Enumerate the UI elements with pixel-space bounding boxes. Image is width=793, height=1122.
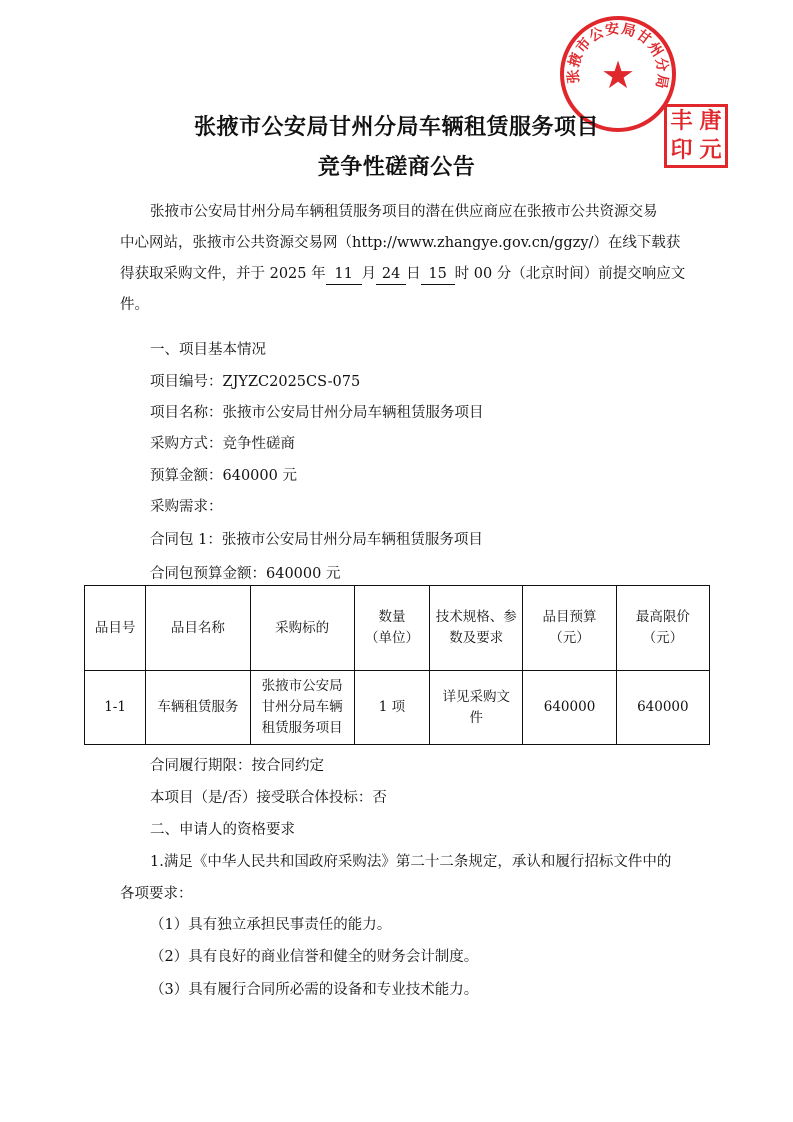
contract-package: 合同包 1：张掖市公安局甘州分局车辆租赁服务项目 bbox=[150, 532, 483, 548]
table-header-row bbox=[85, 586, 710, 671]
intro-line4: 件。 bbox=[120, 297, 149, 313]
cell-item-name: 车辆租赁服务 bbox=[146, 671, 250, 745]
th-item-no: 品目号 bbox=[85, 586, 146, 671]
consortium-bid: 本项目（是/否）接受联合体投标：否 bbox=[150, 790, 387, 806]
cell-target: 张掖市公安局 甘州分局车辆 租赁服务项目 bbox=[250, 671, 354, 745]
project-name: 项目名称：张掖市公安局甘州分局车辆租赁服务项目 bbox=[150, 405, 484, 421]
intro-line3-d: 时 00 分（北京时间）前提交响应文 bbox=[454, 266, 686, 282]
th-quantity: 数量 （单位） bbox=[354, 586, 429, 671]
cell-spec: 详见采购文 件 bbox=[430, 671, 523, 745]
doc-title-line1: 张掖市公安局甘州分局车辆租赁服务项目 bbox=[193, 115, 599, 140]
requirement1-line1: 1.满足《中华人民共和国政府采购法》第二十二条规定，承认和履行招标文件中的 bbox=[150, 854, 672, 870]
requirement1-line2: 各项要求： bbox=[120, 886, 193, 902]
th-spec: 技术规格、参 数及要求 bbox=[430, 586, 523, 671]
cell-item-no: 1-1 bbox=[85, 671, 146, 745]
section2-heading: 二、申请人的资格要求 bbox=[150, 822, 295, 838]
intro-line3-a: 得获取采购文件，并于 2025 年 bbox=[120, 266, 326, 282]
seal-text: 张掖市公安局甘州分局 bbox=[565, 20, 671, 91]
intro-line3-c: 日 bbox=[406, 266, 421, 282]
procurement-needs: 采购需求： bbox=[150, 499, 223, 515]
stamp-char: 元 bbox=[699, 138, 722, 163]
day-value: 24 bbox=[376, 264, 406, 285]
cell-quantity: 1 项 bbox=[354, 671, 429, 745]
stamp-char: 唐 bbox=[699, 109, 722, 134]
stamp-char: 印 bbox=[670, 138, 693, 163]
hour-value: 15 bbox=[421, 264, 455, 285]
intro-line2: 中心网站，张掖市公共资源交易网（http://www.zhangye.gov.cn/ggzy/）在线下载获 bbox=[120, 235, 681, 251]
doc-title-line2: 竞争性磋商公告 bbox=[317, 155, 476, 180]
th-target: 采购标的 bbox=[250, 586, 354, 671]
requirement-item-1: （1）具有独立承担民事责任的能力。 bbox=[150, 917, 392, 933]
seal-star-icon: ★ bbox=[600, 53, 636, 97]
package-table bbox=[84, 585, 710, 745]
cell-item-budget: 640000 bbox=[523, 671, 616, 745]
table-row bbox=[85, 671, 710, 745]
intro-line3-b: 月 bbox=[361, 266, 377, 282]
contract-term: 合同履行期限：按合同约定 bbox=[150, 758, 324, 774]
th-max-price: 最高限价 （元） bbox=[616, 586, 709, 671]
intro-line1: 张掖市公安局甘州分局车辆租赁服务项目的潜在供应商应在张掖市公共资源交易 bbox=[150, 204, 658, 220]
cell-max-price: 640000 bbox=[616, 671, 709, 745]
requirement-item-3: （3）具有履行合同所必需的设备和专业技术能力。 bbox=[150, 982, 479, 998]
package-budget: 合同包预算金额：640000 元 bbox=[150, 566, 341, 582]
month-value: 11 bbox=[326, 264, 362, 285]
budget-amount: 预算金额：640000 元 bbox=[150, 468, 297, 484]
th-item-name: 品目名称 bbox=[146, 586, 250, 671]
requirement-item-2: （2）具有良好的商业信誉和健全的财务会计制度。 bbox=[150, 949, 479, 965]
intro-line3 bbox=[120, 264, 685, 285]
project-number: 项目编号：ZJYZC2025CS-075 bbox=[150, 374, 361, 390]
section1-heading: 一、项目基本情况 bbox=[150, 342, 266, 358]
stamp-char: 丰 bbox=[670, 109, 693, 134]
th-item-budget: 品目预算 （元） bbox=[523, 586, 616, 671]
procurement-method: 采购方式：竞争性磋商 bbox=[150, 436, 295, 452]
